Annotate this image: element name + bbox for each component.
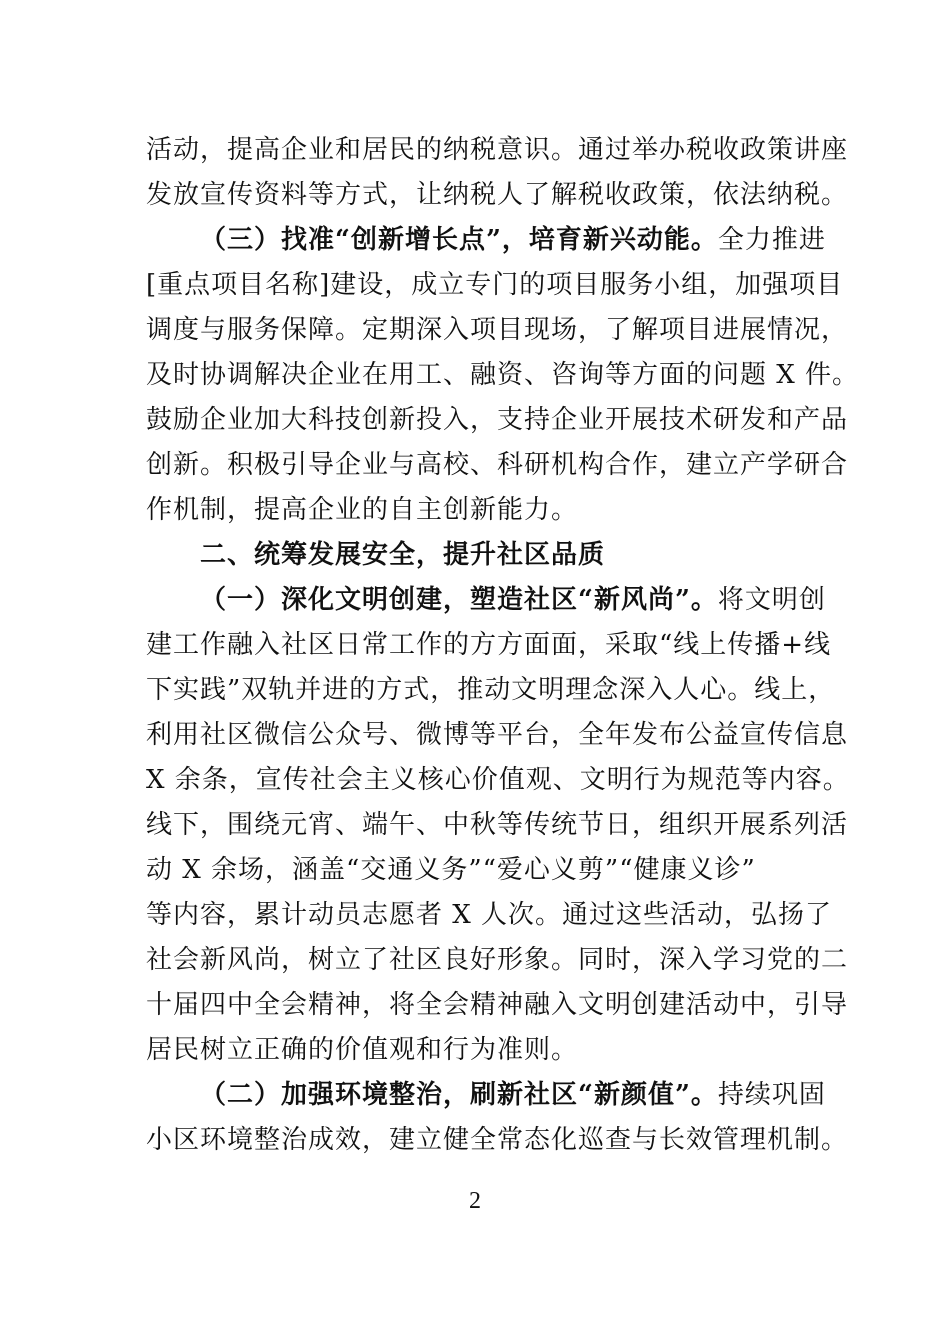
text-line: 及时协调解决企业在用工、融资、咨询等方面的问题 X 件。: [146, 360, 860, 390]
subsection-heading: （二）加强环境整治，刷新社区“新颜值”。: [200, 1080, 718, 1110]
text-line: 作机制，提高企业的自主创新能力。: [146, 495, 579, 525]
text-line: 利用社区微信公众号、微博等平台，全年发布公益宣传信息: [146, 720, 849, 750]
text-line: 调度与服务保障。定期深入项目现场，了解项目进展情况，: [146, 315, 849, 345]
page-number: 2: [469, 1188, 481, 1214]
text-line: 小区环境整治成效，建立健全常态化巡查与长效管理机制。: [146, 1125, 849, 1155]
text-line: X 余条，宣传社会主义核心价值观、文明行为规范等内容。: [146, 765, 850, 795]
text-line: 居民树立正确的价值观和行为准则。: [146, 1035, 579, 1065]
paragraph-first-line: [200, 578, 880, 623]
text-run: 全力推进: [717, 225, 826, 255]
section-heading: 二、统筹发展安全，提升社区品质: [200, 540, 606, 570]
text-line: 建工作融入社区日常工作的方方面面，采取“线上传播+线: [146, 630, 832, 660]
text-line: 社会新风尚，树立了社区良好形象。同时，深入学习党的二: [146, 945, 849, 975]
text-line: 鼓励企业加大科技创新投入，支持企业开展技术研发和产品: [146, 405, 849, 435]
text-line: 十届四中全会精神，将全会精神融入文明创建活动中，引导: [146, 990, 849, 1020]
text-line: 发放宣传资料等方式，让纳税人了解税收政策，依法纳税。: [146, 180, 849, 210]
text-line: 等内容，累计动员志愿者 X 人次。通过这些活动，弘扬了: [146, 900, 833, 930]
paragraph-first-line: [200, 218, 880, 263]
text-line: 线下，围绕元宵、端午、中秋等传统节日，组织开展系列活: [146, 810, 849, 840]
subsection-heading: （一）深化文明创建，塑造社区“新风尚”。: [200, 585, 718, 615]
text-line: 动 X 余场，涵盖“交通义务”“爱心义剪”“健康义诊”: [146, 855, 756, 885]
paragraph-first-line: [200, 1073, 880, 1118]
text-line: 活动，提高企业和居民的纳税意识。通过举办税收政策讲座: [146, 135, 849, 165]
text-run: 将文明创: [717, 585, 826, 615]
text-line: 创新。积极引导企业与高校、科研机构合作，建立产学研合: [146, 450, 849, 480]
subsection-heading: （三）找准“创新增长点”，培育新兴动能。: [200, 225, 718, 255]
text-run: 持续巩固: [717, 1080, 826, 1110]
text-line: 下实践”双轨并进的方式，推动文明理念深入人心。线上，: [146, 675, 836, 705]
text-line: [重点项目名称]建设，成立专门的项目服务小组，加强项目: [146, 270, 844, 300]
